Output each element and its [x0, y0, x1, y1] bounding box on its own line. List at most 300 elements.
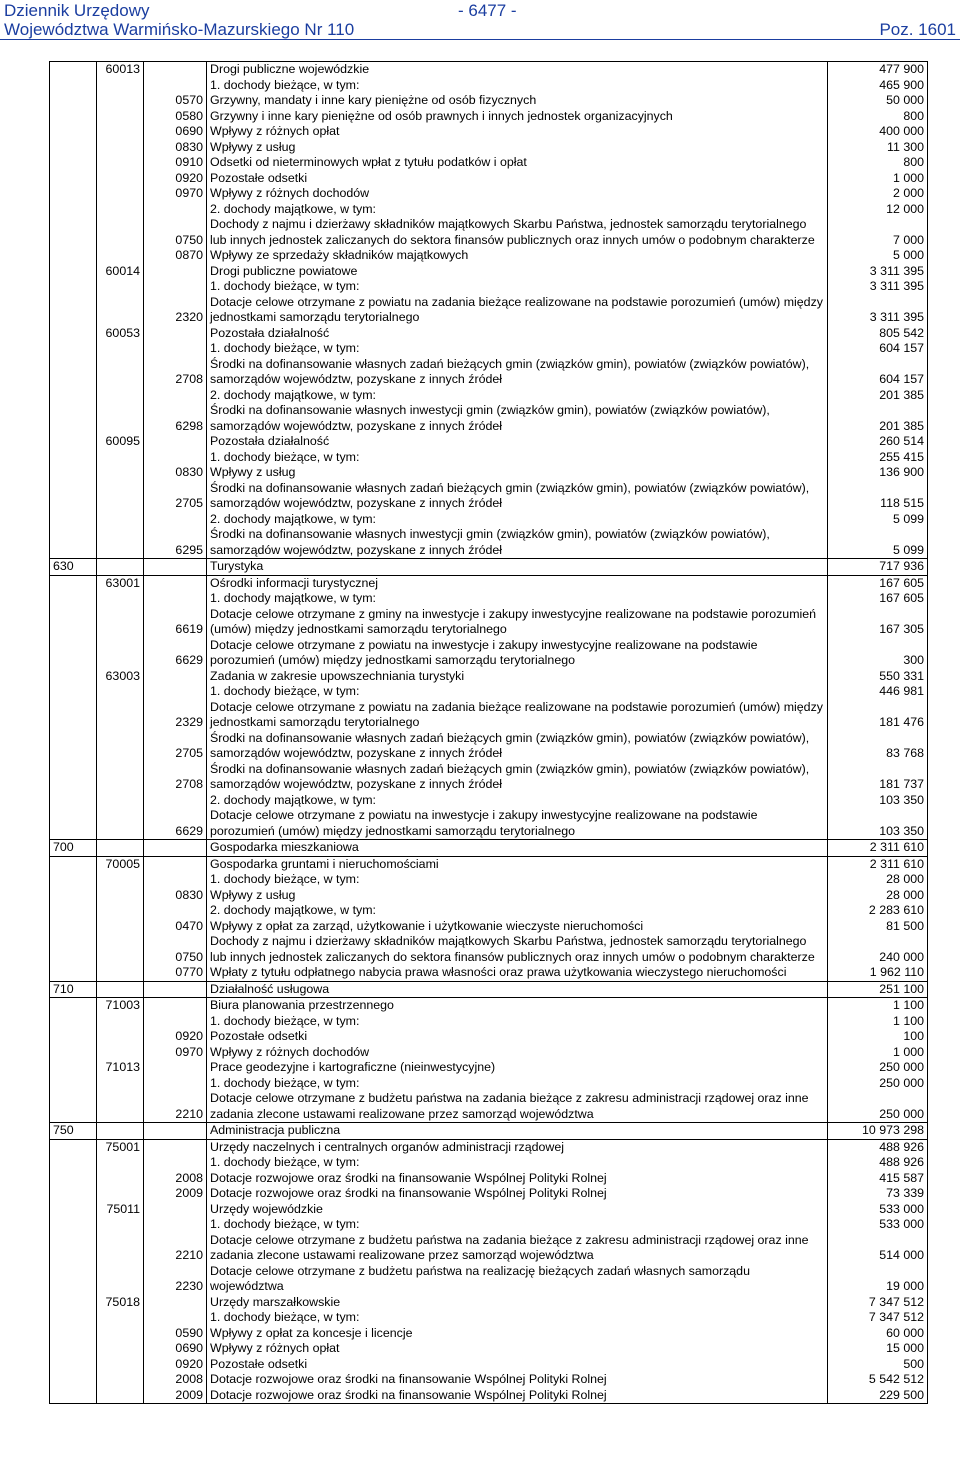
description-cell: 2. dochody majątkowe, w tym: — [207, 512, 828, 528]
dzial-cell — [50, 140, 97, 156]
description-cell: Dochody z najmu i dzierżawy składników majątkowych Skarbu Państwa, jednostek samorządu terytorialnego lub innych jednostek zaliczanych do sektora finansów publicznych oraz innych umów o podobnym charakterze — [207, 217, 828, 248]
amount-cell: 446 981 — [828, 684, 928, 700]
paragraf-cell — [144, 998, 207, 1014]
table-row — [50, 1045, 928, 1061]
dzial-cell — [50, 403, 97, 434]
dzial-cell — [50, 607, 97, 638]
paragraf-cell — [144, 856, 207, 872]
rozdzial-cell — [97, 684, 144, 700]
dzial-cell — [50, 684, 97, 700]
description-cell: Pozostałe odsetki — [207, 171, 828, 187]
amount-cell: 181 476 — [828, 700, 928, 731]
amount-cell: 81 500 — [828, 919, 928, 935]
header-rule — [0, 39, 960, 40]
amount-cell: 250 000 — [828, 1076, 928, 1092]
dzial-cell — [50, 1091, 97, 1123]
rozdzial-cell: 75018 — [97, 1295, 144, 1311]
amount-cell: 514 000 — [828, 1233, 928, 1264]
dzial-cell — [50, 357, 97, 388]
paragraf-cell: 0920 — [144, 1029, 207, 1045]
amount-cell: 1 000 — [828, 171, 928, 187]
dzial-cell — [50, 186, 97, 202]
description-cell: 1. dochody bieżące, w tym: — [207, 872, 828, 888]
description-cell: Ośrodki informacji turystycznej — [207, 575, 828, 591]
amount-cell: 83 768 — [828, 731, 928, 762]
paragraf-cell: 6619 — [144, 607, 207, 638]
paragraf-cell — [144, 434, 207, 450]
description-cell: Zadania w zakresie upowszechniania turystyki — [207, 669, 828, 685]
revenue-table — [49, 61, 928, 1404]
rozdzial-cell: 75001 — [97, 1139, 144, 1155]
paragraf-cell: 2009 — [144, 1186, 207, 1202]
dzial-cell — [50, 1264, 97, 1295]
dzial-cell — [50, 1014, 97, 1030]
table-row — [50, 512, 928, 528]
paragraf-cell — [144, 202, 207, 218]
paragraf-cell: 0690 — [144, 1341, 207, 1357]
amount-cell: 488 926 — [828, 1139, 928, 1155]
amount-cell: 103 350 — [828, 808, 928, 840]
dzial-cell — [50, 762, 97, 793]
rozdzial-cell — [97, 388, 144, 404]
amount-cell: 12 000 — [828, 202, 928, 218]
paragraf-cell: 2708 — [144, 762, 207, 793]
amount-cell: 28 000 — [828, 888, 928, 904]
table-row — [50, 124, 928, 140]
description-cell: Wpływy ze sprzedaży składników majątkowych — [207, 248, 828, 264]
paragraf-cell — [144, 1295, 207, 1311]
dzial-cell — [50, 465, 97, 481]
description-cell: 1. dochody bieżące, w tym: — [207, 341, 828, 357]
paragraf-cell — [144, 1014, 207, 1030]
amount-cell: 1 000 — [828, 1045, 928, 1061]
paragraf-cell: 6298 — [144, 403, 207, 434]
rozdzial-cell — [97, 591, 144, 607]
description-cell: Urzędy marszałkowskie — [207, 1295, 828, 1311]
rozdzial-cell — [97, 109, 144, 125]
rozdzial-cell — [97, 1233, 144, 1264]
description-cell: 1. dochody bieżące, w tym: — [207, 1217, 828, 1233]
paragraf-cell: 2008 — [144, 1372, 207, 1388]
description-cell: Dotacje celowe otrzymane z powiatu na inwestycje i zakupy inwestycyjne realizowane na podstawie porozumień (umów) między jednostkami samorządu terytorialnego — [207, 638, 828, 669]
rozdzial-cell — [97, 981, 144, 998]
rozdzial-cell — [97, 295, 144, 326]
amount-cell: 2 311 610 — [828, 840, 928, 857]
table-row — [50, 1372, 928, 1388]
paragraf-cell: 0970 — [144, 1045, 207, 1061]
table-row — [50, 559, 928, 576]
dzial-cell — [50, 872, 97, 888]
amount-cell: 229 500 — [828, 1388, 928, 1404]
amount-cell: 465 900 — [828, 78, 928, 94]
amount-cell: 5 099 — [828, 512, 928, 528]
description-cell: Środki na dofinansowanie własnych inwestycji gmin (związków gmin), powiatów (związków powiatów), samorządów województw, pozyskane z innych źródeł — [207, 403, 828, 434]
paragraf-cell — [144, 341, 207, 357]
rozdzial-cell: 71003 — [97, 998, 144, 1014]
table-row — [50, 731, 928, 762]
description-cell: Dotacje celowe otrzymane z budżetu państwa na zadania bieżące z zakresu administracji rządowej oraz inne zadania zlecone ustawami realizowane przez samorząd województwa — [207, 1091, 828, 1123]
description-cell: Dotacje rozwojowe oraz środki na finansowanie Wspólnej Polityki Rolnej — [207, 1186, 828, 1202]
page-header — [0, 0, 960, 40]
rozdzial-cell — [97, 357, 144, 388]
rozdzial-cell — [97, 217, 144, 248]
table-row — [50, 919, 928, 935]
description-cell: Urzędy naczelnych i centralnych organów administracji rządowej — [207, 1139, 828, 1155]
table-row — [50, 700, 928, 731]
amount-cell: 488 926 — [828, 1155, 928, 1171]
table-row — [50, 109, 928, 125]
rozdzial-cell — [97, 1372, 144, 1388]
amount-cell: 28 000 — [828, 872, 928, 888]
paragraf-cell: 2008 — [144, 1171, 207, 1187]
dzial-cell — [50, 1372, 97, 1388]
description-cell: Prace geodezyjne i kartograficzne (nieinwestycyjne) — [207, 1060, 828, 1076]
paragraf-cell — [144, 793, 207, 809]
table-row — [50, 403, 928, 434]
rozdzial-cell — [97, 1186, 144, 1202]
paragraf-cell: 0920 — [144, 1357, 207, 1373]
dzial-cell — [50, 512, 97, 528]
dzial-cell — [50, 1186, 97, 1202]
description-cell: Wpływy z usług — [207, 140, 828, 156]
rozdzial-cell: 60014 — [97, 264, 144, 280]
dzial-cell — [50, 1029, 97, 1045]
paragraf-cell — [144, 512, 207, 528]
rozdzial-cell — [97, 171, 144, 187]
table-row — [50, 527, 928, 559]
rozdzial-cell — [97, 1264, 144, 1295]
rozdzial-cell — [97, 965, 144, 981]
description-cell: Dochody z najmu i dzierżawy składników majątkowych Skarbu Państwa, jednostek samorządu terytorialnego lub innych jednostek zaliczanych do sektora finansów publicznych oraz innych umów o podobnym charakterze — [207, 934, 828, 965]
paragraf-cell: 0580 — [144, 109, 207, 125]
amount-cell: 181 737 — [828, 762, 928, 793]
dzial-cell — [50, 965, 97, 981]
amount-cell: 201 385 — [828, 388, 928, 404]
description-cell: Wpływy z różnych opłat — [207, 1341, 828, 1357]
description-cell: Wpływy z usług — [207, 465, 828, 481]
amount-cell: 717 936 — [828, 559, 928, 576]
journal-title: Dziennik Urzędowy — [4, 1, 150, 20]
table-row — [50, 78, 928, 94]
dzial-cell — [50, 450, 97, 466]
paragraf-cell: 2329 — [144, 700, 207, 731]
dzial-cell — [50, 1045, 97, 1061]
paragraf-cell: 0750 — [144, 934, 207, 965]
dzial-cell — [50, 998, 97, 1014]
rozdzial-cell — [97, 1310, 144, 1326]
description-cell: Wpływy z różnych dochodów — [207, 186, 828, 202]
paragraf-cell: 0590 — [144, 1326, 207, 1342]
rozdzial-cell — [97, 1217, 144, 1233]
dzial-cell — [50, 731, 97, 762]
paragraf-cell — [144, 1310, 207, 1326]
paragraf-cell: 0920 — [144, 171, 207, 187]
rozdzial-cell — [97, 279, 144, 295]
description-cell: Środki na dofinansowanie własnych zadań bieżących gmin (związków gmin), powiatów (związków powiatów), samorządów województw, pozyskane z innych źródeł — [207, 762, 828, 793]
paragraf-cell: 2705 — [144, 481, 207, 512]
table-row — [50, 1326, 928, 1342]
table-row — [50, 888, 928, 904]
table-row — [50, 202, 928, 218]
table-row — [50, 1139, 928, 1155]
amount-cell: 103 350 — [828, 793, 928, 809]
amount-cell: 550 331 — [828, 669, 928, 685]
rozdzial-cell — [97, 872, 144, 888]
rozdzial-cell — [97, 155, 144, 171]
dzial-cell — [50, 481, 97, 512]
description-cell: Biura planowania przestrzennego — [207, 998, 828, 1014]
rozdzial-cell — [97, 78, 144, 94]
paragraf-cell: 6629 — [144, 638, 207, 669]
table-row — [50, 1171, 928, 1187]
description-cell: Wpływy z usług — [207, 888, 828, 904]
rozdzial-cell: 63001 — [97, 575, 144, 591]
dzial-cell — [50, 295, 97, 326]
dzial-cell — [50, 1326, 97, 1342]
paragraf-cell — [144, 1060, 207, 1076]
dzial-cell: 710 — [50, 981, 97, 998]
position-number: Poz. 1601 — [879, 20, 956, 39]
description-cell: Dotacje celowe otrzymane z budżetu państwa na zadania bieżące z zakresu administracji rządowej oraz inne zadania zlecone ustawami realizowane przez samorząd województwa — [207, 1233, 828, 1264]
table-row — [50, 217, 928, 248]
rozdzial-cell — [97, 808, 144, 840]
amount-cell: 1 962 110 — [828, 965, 928, 981]
rozdzial-cell — [97, 481, 144, 512]
description-cell: Dotacje celowe otrzymane z powiatu na zadania bieżące realizowane na podstawie porozumień (umów) między jednostkami samorządu terytorialnego — [207, 295, 828, 326]
amount-cell: 533 000 — [828, 1202, 928, 1218]
description-cell: Grzywny i inne kary pieniężne od osób prawnych i innych jednostek organizacyjnych — [207, 109, 828, 125]
description-cell: 1. dochody bieżące, w tym: — [207, 78, 828, 94]
paragraf-cell — [144, 559, 207, 576]
description-cell: 1. dochody bieżące, w tym: — [207, 1076, 828, 1092]
table-row — [50, 1357, 928, 1373]
table-row — [50, 326, 928, 342]
page-number: - 6477 - — [458, 1, 517, 20]
paragraf-cell — [144, 903, 207, 919]
dzial-cell — [50, 155, 97, 171]
dzial-cell: 630 — [50, 559, 97, 576]
rozdzial-cell — [97, 559, 144, 576]
paragraf-cell — [144, 575, 207, 591]
description-cell: Środki na dofinansowanie własnych zadań bieżących gmin (związków gmin), powiatów (związków powiatów), samorządów województw, pozyskane z innych źródeł — [207, 731, 828, 762]
description-cell: 2. dochody majątkowe, w tym: — [207, 903, 828, 919]
table-row — [50, 903, 928, 919]
description-cell: Drogi publiczne wojewódzkie — [207, 62, 828, 78]
dzial-cell — [50, 109, 97, 125]
table-row — [50, 1233, 928, 1264]
table-row — [50, 981, 928, 998]
dzial-cell — [50, 856, 97, 872]
amount-cell: 477 900 — [828, 62, 928, 78]
rozdzial-cell — [97, 512, 144, 528]
table-row — [50, 1295, 928, 1311]
table-row — [50, 295, 928, 326]
amount-cell: 19 000 — [828, 1264, 928, 1295]
dzial-cell — [50, 171, 97, 187]
paragraf-cell: 0830 — [144, 140, 207, 156]
amount-cell: 7 347 512 — [828, 1310, 928, 1326]
table-row — [50, 341, 928, 357]
rozdzial-cell — [97, 1326, 144, 1342]
table-row — [50, 1076, 928, 1092]
dzial-cell — [50, 217, 97, 248]
description-cell: Dotacje rozwojowe oraz środki na finansowanie Wspólnej Polityki Rolnej — [207, 1171, 828, 1187]
table-row — [50, 1091, 928, 1123]
amount-cell: 2 283 610 — [828, 903, 928, 919]
description-cell: Drogi publiczne powiatowe — [207, 264, 828, 280]
description-cell: Dotacje celowe otrzymane z gminy na inwestycje i zakupy inwestycyjne realizowane na podstawie porozumień (umów) między jednostkami samorządu terytorialnego — [207, 607, 828, 638]
rozdzial-cell: 60095 — [97, 434, 144, 450]
table-row — [50, 93, 928, 109]
dzial-cell: 750 — [50, 1123, 97, 1140]
rozdzial-cell — [97, 202, 144, 218]
description-cell: Dotacje celowe otrzymane z budżetu państwa na realizację bieżących zadań własnych samorządu województwa — [207, 1264, 828, 1295]
rozdzial-cell — [97, 919, 144, 935]
description-cell: 1. dochody bieżące, w tym: — [207, 1310, 828, 1326]
amount-cell: 5 000 — [828, 248, 928, 264]
rozdzial-cell — [97, 1123, 144, 1140]
amount-cell: 400 000 — [828, 124, 928, 140]
dzial-cell — [50, 575, 97, 591]
amount-cell: 533 000 — [828, 1217, 928, 1233]
paragraf-cell — [144, 1155, 207, 1171]
description-cell: Pozostała działalność — [207, 434, 828, 450]
table-row — [50, 465, 928, 481]
amount-cell: 800 — [828, 109, 928, 125]
paragraf-cell: 0750 — [144, 217, 207, 248]
rozdzial-cell — [97, 1171, 144, 1187]
description-cell: Urzędy wojewódzkie — [207, 1202, 828, 1218]
rozdzial-cell — [97, 1091, 144, 1123]
paragraf-cell: 6295 — [144, 527, 207, 559]
paragraf-cell: 0570 — [144, 93, 207, 109]
table-row — [50, 934, 928, 965]
paragraf-cell — [144, 981, 207, 998]
table-row — [50, 1388, 928, 1404]
amount-cell: 415 587 — [828, 1171, 928, 1187]
table-row — [50, 450, 928, 466]
rozdzial-cell — [97, 731, 144, 762]
rozdzial-cell — [97, 934, 144, 965]
rozdzial-cell — [97, 341, 144, 357]
rozdzial-cell — [97, 527, 144, 559]
dzial-cell — [50, 124, 97, 140]
paragraf-cell — [144, 1139, 207, 1155]
rozdzial-cell — [97, 465, 144, 481]
rozdzial-cell: 60053 — [97, 326, 144, 342]
table-row — [50, 1029, 928, 1045]
dzial-cell — [50, 919, 97, 935]
rozdzial-cell — [97, 888, 144, 904]
rozdzial-cell — [97, 186, 144, 202]
paragraf-cell — [144, 78, 207, 94]
table-row — [50, 1123, 928, 1140]
table-row — [50, 1310, 928, 1326]
dzial-cell — [50, 1171, 97, 1187]
amount-cell: 604 157 — [828, 357, 928, 388]
table-row — [50, 62, 928, 78]
table-row — [50, 264, 928, 280]
table-row — [50, 140, 928, 156]
description-cell: Środki na dofinansowanie własnych zadań bieżących gmin (związków gmin), powiatów (związków powiatów), samorządów województw, pozyskane z innych źródeł — [207, 481, 828, 512]
dzial-cell — [50, 1060, 97, 1076]
paragraf-cell: 2230 — [144, 1264, 207, 1295]
dzial-cell — [50, 1139, 97, 1155]
dzial-cell — [50, 1233, 97, 1264]
paragraf-cell — [144, 279, 207, 295]
rozdzial-cell: 63003 — [97, 669, 144, 685]
amount-cell: 240 000 — [828, 934, 928, 965]
rozdzial-cell — [97, 1357, 144, 1373]
rozdzial-cell — [97, 638, 144, 669]
description-cell: Pozostała działalność — [207, 326, 828, 342]
dzial-cell — [50, 434, 97, 450]
amount-cell: 3 311 395 — [828, 264, 928, 280]
amount-cell: 2 000 — [828, 186, 928, 202]
dzial-cell — [50, 527, 97, 559]
description-cell: 2. dochody majątkowe, w tym: — [207, 793, 828, 809]
rozdzial-cell — [97, 248, 144, 264]
description-cell: Działalność usługowa — [207, 981, 828, 998]
amount-cell: 118 515 — [828, 481, 928, 512]
dzial-cell — [50, 1341, 97, 1357]
amount-cell: 800 — [828, 155, 928, 171]
rozdzial-cell: 70005 — [97, 856, 144, 872]
table-row — [50, 998, 928, 1014]
amount-cell: 255 415 — [828, 450, 928, 466]
table-row — [50, 638, 928, 669]
table-row — [50, 575, 928, 591]
amount-cell: 136 900 — [828, 465, 928, 481]
table-row — [50, 669, 928, 685]
dzial-cell — [50, 638, 97, 669]
amount-cell: 1 100 — [828, 998, 928, 1014]
paragraf-cell: 2210 — [144, 1091, 207, 1123]
amount-cell: 604 157 — [828, 341, 928, 357]
amount-cell: 5 099 — [828, 527, 928, 559]
description-cell: Wpływy z różnych dochodów — [207, 1045, 828, 1061]
amount-cell: 7 347 512 — [828, 1295, 928, 1311]
rozdzial-cell — [97, 607, 144, 638]
dzial-cell — [50, 793, 97, 809]
description-cell: Dotacje rozwojowe oraz środki na finansowanie Wspólnej Polityki Rolnej — [207, 1388, 828, 1404]
description-cell: Turystyka — [207, 559, 828, 576]
amount-cell: 50 000 — [828, 93, 928, 109]
paragraf-cell: 0870 — [144, 248, 207, 264]
paragraf-cell — [144, 264, 207, 280]
dzial-cell: 700 — [50, 840, 97, 857]
rozdzial-cell — [97, 840, 144, 857]
description-cell: Administracja publiczna — [207, 1123, 828, 1140]
rozdzial-cell — [97, 700, 144, 731]
rozdzial-cell — [97, 1341, 144, 1357]
description-cell: 2. dochody majątkowe, w tym: — [207, 202, 828, 218]
rozdzial-cell — [97, 1388, 144, 1404]
amount-cell: 251 100 — [828, 981, 928, 998]
amount-cell: 250 000 — [828, 1091, 928, 1123]
amount-cell: 15 000 — [828, 1341, 928, 1357]
description-cell: Wpływy z opłat za zarząd, użytkowanie i użytkowanie wieczyste nieruchomości — [207, 919, 828, 935]
description-cell: Dotacje celowe otrzymane z powiatu na zadania bieżące realizowane na podstawie porozumień (umów) między jednostkami samorządu terytorialnego — [207, 700, 828, 731]
dzial-cell — [50, 591, 97, 607]
dzial-cell — [50, 202, 97, 218]
paragraf-cell: 6629 — [144, 808, 207, 840]
table-row — [50, 481, 928, 512]
table-row — [50, 591, 928, 607]
rozdzial-cell — [97, 450, 144, 466]
paragraf-cell — [144, 684, 207, 700]
amount-cell: 201 385 — [828, 403, 928, 434]
